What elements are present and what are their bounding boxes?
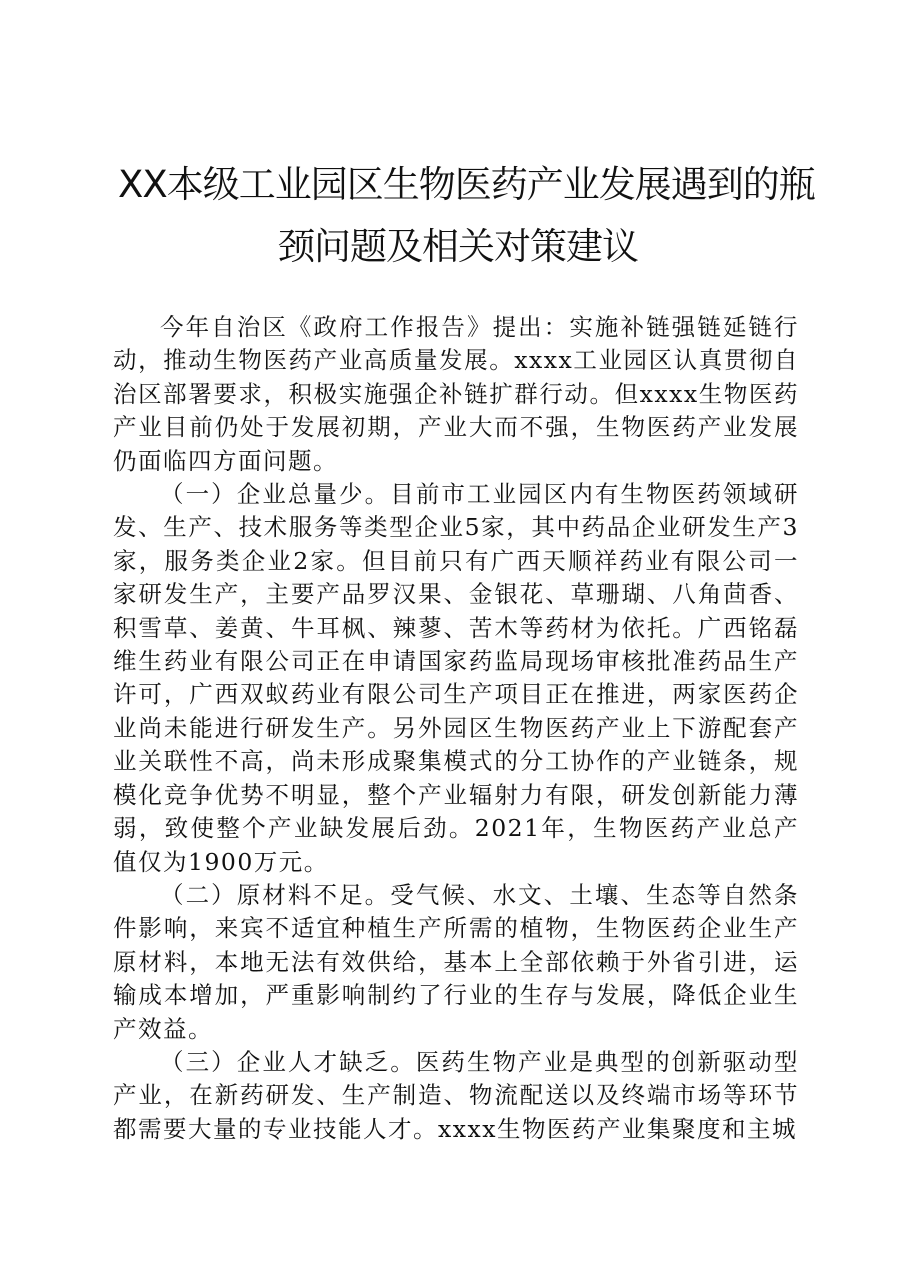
section-one-paragraph: （一）企业总量少。目前市工业园区内有生物医药领域研发、生产、技术服务等类型企业5家，其中药品企业研发生产3家，服务类企业2家。但目前只有广西天顺祥药业有限公司一家研发生产，主要产品罗汉果、金银花、草珊瑚、八角茴香、积雪草、姜黄、牛耳枫、辣蓼、苦木等药材为依托。广西铭磊维生药业有限公司正在申请国家药监局现场审核批准药品生产许可，广西双蚁药业有限公司生产项目正在推进，两家医药企业尚未能进行研发生产。另外园区生物医药产业上下游配套产业关联性不高，尚未形成聚集模式的分工协作的产业链条，规模化竞争优势不明显，整个产业辐射力有限，研发创新能力薄弱，致使整个产业缺发展后劲。2021年，生物医药产业总产值仅为1900万元。 [113, 480, 799, 876]
section-two-paragraph: （二）原材料不足。受气候、水文、土壤、生态等自然条件影响，来宾不适宜种植生产所需的植物，生物医药企业生产原材料，本地无法有效供给，基本上全部依赖于外省引进，运输成本增加，严重影响制约了行业的生存与发展，降低企业生产效益。 [113, 880, 799, 1043]
section-three-paragraph: （三）企业人才缺乏。医药生物产业是典型的创新驱动型产业，在新药研发、生产制造、物流配送以及终端市场等环节都需要大量的专业技能人才。xxxx生物医药产业集聚度和主城 [113, 1047, 799, 1143]
document-title-line-1: XX本级工业园区生物医药产业发展遇到的瓶 [118, 163, 815, 206]
intro-paragraph: 今年自治区《政府工作报告》提出：实施补链强链延链行动，推动生物医药产业高质量发展。xxxx工业园区认真贯彻自治区部署要求，积极实施强企补链扩群行动。但xxxx生物医药产业目前仍处于发展初期，产业大而不强，生物医药产业发展仍面临四方面问题。 [113, 313, 799, 475]
document-body [113, 311, 799, 1146]
document-title [118, 154, 815, 278]
document-title-line-2: 颈问题及相关对策建议 [278, 225, 638, 268]
